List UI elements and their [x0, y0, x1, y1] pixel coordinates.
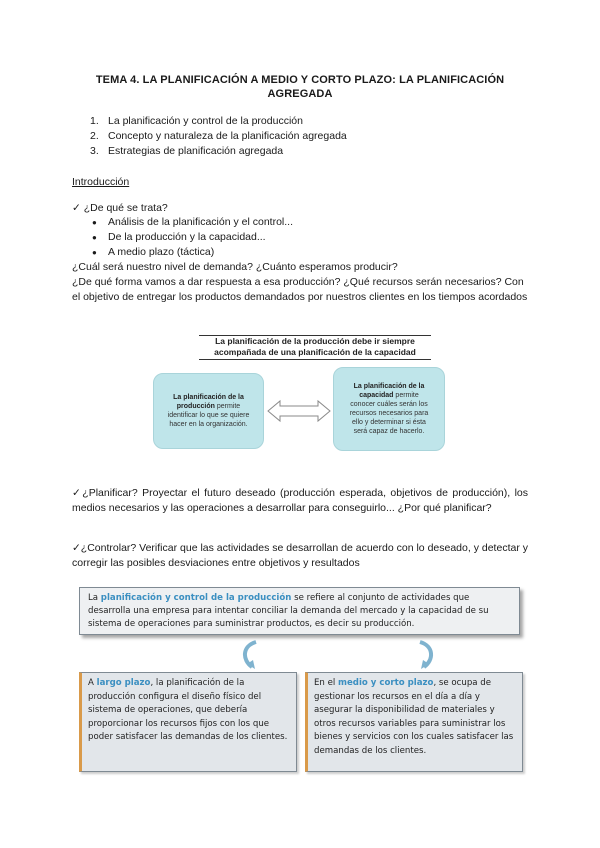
bullet-icon: ● [92, 248, 97, 257]
definition-text: se refiere al conjunto de actividades que desarrolla una empresa para intentar conciliar la demanda del mercado y la capacidad de su sistema de operaciones para suministrar productos, es decir su producción. [88, 593, 489, 629]
toc-number: 2. [90, 130, 99, 142]
table-of-contents [90, 114, 510, 159]
list-item [90, 230, 510, 245]
paragraph-demand: ¿Cuál será nuestro nivel de demanda? ¿Cuánto esperamos producir? [72, 261, 398, 273]
long-term-text: , la planificación de la producción configura el diseño físico del sistema de operaciones, que debería proporcionar los recursos fijos con los que poder satisfacer las demandas de los clientes. [88, 678, 288, 742]
toc-label: Concepto y naturaleza de la planificación agregada [108, 130, 347, 142]
diagram-caption: La planificación de la producción debe ir siempre acompañada de una planificación de la capacidad [214, 336, 416, 357]
list-item [90, 245, 510, 260]
production-planning-title: La planificación de la producción [173, 394, 244, 410]
toc-label: La planificación y control de la producción [108, 115, 303, 127]
toc-number: 3. [90, 145, 99, 157]
double-arrow-icon [266, 398, 332, 424]
page-title: TEMA 4. LA PLANIFICACIÓN A MEDIO Y CORTO PLAZO: LA PLANIFICACIÓN AGREGADA [95, 74, 505, 100]
curved-arrow-left-icon [238, 640, 262, 670]
medium-short-term-prefix: En el [314, 678, 339, 688]
toc-item [90, 129, 510, 144]
medium-short-term-box [305, 672, 523, 772]
definition-term: planificación y control de la producción [100, 593, 292, 603]
bullet-icon: ● [92, 218, 97, 227]
toc-item [90, 114, 510, 129]
paragraph-controlar: ✓¿Controlar? Verificar que las actividades se desarrollan de acuerdo con lo deseado, y detectar y corregir las posibles desviaciones entre objetivos y resultados [72, 542, 528, 569]
intro-heading: Introducción [72, 176, 130, 188]
toc-label: Estrategias de planificación agregada [108, 145, 284, 157]
long-term-box [79, 672, 297, 772]
long-term-prefix: A [88, 678, 97, 688]
medium-short-term-text: , se ocupa de gestionar los recursos en el día a día y asegurar la disponibilidad de materiales y otros recursos variables para suministrar los bienes y servicios con los cuales satisfacer las demandas de los clientes. [314, 678, 514, 756]
paragraph-planificar: ✓¿Planificar? Proyectar el futuro deseado (producción esperada, objetivos de producción), los medios necesarios y las operaciones a desarrollar para conseguirlo... ¿Por qué planificar? [72, 487, 528, 514]
capacity-planning-text: permite conocer cuáles serán los recursos necesarios para ello y determinar si ésta será capaz de hacerlo. [349, 392, 429, 435]
production-planning-text: permite identificar lo que se quiere hacer en la organización. [167, 403, 250, 428]
list-item [90, 215, 510, 230]
toc-number: 1. [90, 115, 99, 127]
capacity-planning-box [333, 367, 445, 451]
medium-short-term-term: medio y corto plazo [338, 678, 434, 688]
question-what: ✓ ¿De qué se trata? [72, 202, 168, 214]
bullet-list [90, 215, 510, 260]
caption-rule-bottom [199, 359, 431, 360]
bullet-icon: ● [92, 233, 97, 242]
production-planning-box [153, 373, 264, 449]
paragraph-resources: ¿De qué forma vamos a dar respuesta a esa producción? ¿Qué recursos serán necesarios? Con el objetivo de entregar los productos demandados por nuestros clientes en los tiempos acordados [72, 276, 528, 303]
list-item-text: Análisis de la planificación y el control... [108, 216, 294, 228]
toc-item [90, 144, 510, 159]
list-item-text: De la producción y la capacidad... [108, 231, 266, 243]
capacity-planning-title: La planificación de la capacidad [353, 383, 425, 399]
long-term-term: largo plazo [96, 678, 151, 688]
definition-box [79, 587, 520, 635]
definition-prefix: La [88, 593, 101, 603]
curved-arrow-right-icon [414, 640, 438, 670]
list-item-text: A medio plazo (táctica) [108, 246, 215, 258]
